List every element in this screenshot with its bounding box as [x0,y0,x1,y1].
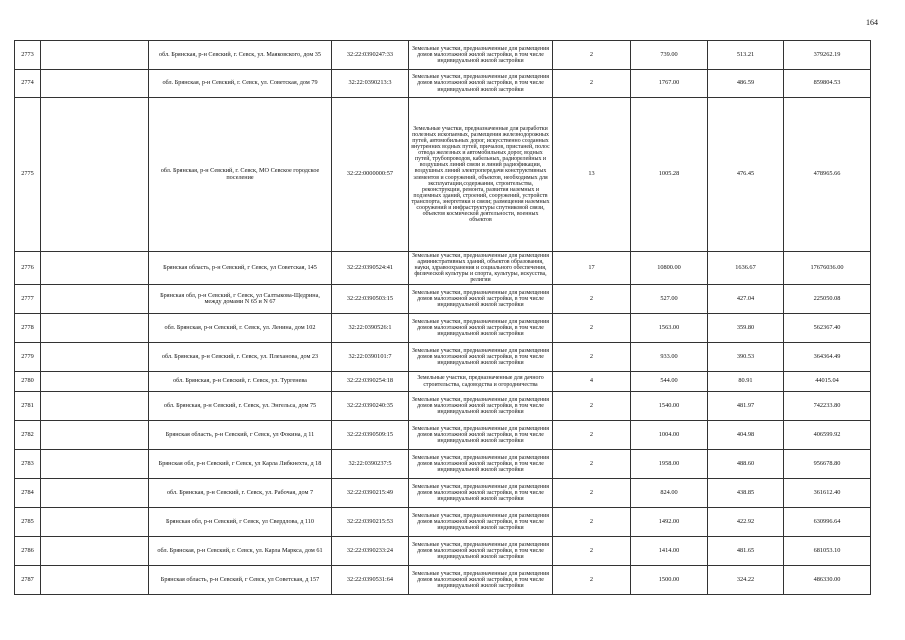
address-cell: Брянская область, р-н Севский, г Севск, ул Фокина, д 11 [149,421,332,450]
row-number-cell: 2774 [15,70,41,98]
row-number-cell: 2779 [15,343,41,372]
cadastral-number-cell: 32:22:0390531:64 [332,566,409,595]
cadastral-number-cell: 32:22:0390240:35 [332,392,409,421]
row-number-cell: 2773 [15,41,41,70]
row-number-cell: 2786 [15,537,41,566]
address-cell: обл. Брянская, р-н Севский, г. Севск, ул. Энгельса, дом 75 [149,392,332,421]
blank-cell [41,421,149,450]
specific-value-cell: 404.98 [708,421,784,450]
land-use-description-cell: Земельные участки, предназначенные для размещения домов малоэтажной жилой застройки, в том числе индивидуальной жилой застройки [409,508,553,537]
address-cell: обл. Брянская, р-н Севский, г. Севск, ул. Ленина, дом 102 [149,314,332,343]
area-cell: 1005.28 [631,98,708,252]
cadastral-number-cell: 32:22:0000000:57 [332,98,409,252]
cadastral-value-cell: 478965.66 [784,98,871,252]
specific-value-cell: 390.53 [708,343,784,372]
cadastral-value-cell: 486330.00 [784,566,871,595]
area-cell: 1414.00 [631,537,708,566]
area-cell: 933.00 [631,343,708,372]
table-row [15,392,871,421]
specific-value-cell: 486.59 [708,70,784,98]
table-row [15,372,871,392]
cadastral-number-cell: 32:22:0390213:3 [332,70,409,98]
land-use-description-cell: Земельные участки, предназначенные для размещения домов малоэтажной жилой застройки, в том числе индивидуальной жилой застройки [409,70,553,98]
table-row [15,566,871,595]
group-number-cell: 4 [553,372,631,392]
blank-cell [41,285,149,314]
table-row [15,98,871,252]
cadastral-number-cell: 32:22:0390526:1 [332,314,409,343]
address-cell: Брянская обл, р-н Севский, г Севск, ул Салтыкова-Щедрина, между домами N 65 и N 67 [149,285,332,314]
land-use-description-cell: Земельные участки, предназначенные для размещения домов малоэтажной жилой застройки, в том числе индивидуальной жилой застройки [409,314,553,343]
address-cell: Брянская область, р-н Севский, г Севск, ул Советская, 145 [149,252,332,285]
blank-cell [41,343,149,372]
specific-value-cell: 359.80 [708,314,784,343]
cadastral-number-cell: 32:22:0390233:24 [332,537,409,566]
specific-value-cell: 80.91 [708,372,784,392]
cadastral-number-cell: 32:22:0390254:18 [332,372,409,392]
group-number-cell: 2 [553,537,631,566]
blank-cell [41,566,149,595]
table-row [15,450,871,479]
table-row [15,508,871,537]
row-number-cell: 2777 [15,285,41,314]
area-cell: 1540.00 [631,392,708,421]
blank-cell [41,98,149,252]
land-use-description-cell: Земельные участки, предназначенные для размещения домов малоэтажной жилой застройки, в том числе индивидуальной жилой застройки [409,41,553,70]
cadastral-number-cell: 32:22:0390247:33 [332,41,409,70]
land-use-description-cell: Земельные участки, предназначенные для размещения домов малоэтажной жилой застройки, в том числе индивидуальной жилой застройки [409,343,553,372]
address-cell: обл. Брянская, р-н Севский, г. Севск, ул. Советская, дом 79 [149,70,332,98]
cadastral-value-cell: 361612.40 [784,479,871,508]
row-number-cell: 2776 [15,252,41,285]
cadastral-number-cell: 32:22:0390237:5 [332,450,409,479]
row-number-cell: 2775 [15,98,41,252]
group-number-cell: 2 [553,508,631,537]
specific-value-cell: 324.22 [708,566,784,595]
specific-value-cell: 422.92 [708,508,784,537]
area-cell: 10800.00 [631,252,708,285]
area-cell: 1767.00 [631,70,708,98]
land-use-description-cell: Земельные участки, предназначенные для размещения домов малоэтажной жилой застройки, в том числе индивидуальной жилой застройки [409,537,553,566]
row-number-cell: 2781 [15,392,41,421]
area-cell: 1492.00 [631,508,708,537]
group-number-cell: 13 [553,98,631,252]
group-number-cell: 2 [553,392,631,421]
group-number-cell: 17 [553,252,631,285]
land-use-description-cell: Земельные участки, предназначенные для размещения домов малоэтажной жилой застройки, в том числе индивидуальной жилой застройки [409,450,553,479]
cadastral-value-cell: 681053.10 [784,537,871,566]
cadastral-value-cell: 364364.49 [784,343,871,372]
land-use-description-cell: Земельные участки, предназначенные для размещения домов малоэтажной жилой застройки, в том числе индивидуальной жилой застройки [409,392,553,421]
row-number-cell: 2785 [15,508,41,537]
group-number-cell: 2 [553,70,631,98]
row-number-cell: 2780 [15,372,41,392]
specific-value-cell: 488.60 [708,450,784,479]
table-row [15,252,871,285]
address-cell: обл. Брянская, р-н Севский, г. Севск, ул. Маяковского, дом 35 [149,41,332,70]
specific-value-cell: 481.97 [708,392,784,421]
row-number-cell: 2778 [15,314,41,343]
specific-value-cell: 513.21 [708,41,784,70]
cadastral-number-cell: 32:22:0390101:7 [332,343,409,372]
land-use-description-cell: Земельные участки, предназначенные для размещения домов малоэтажной жилой застройки, в том числе индивидуальной жилой застройки [409,421,553,450]
specific-value-cell: 476.45 [708,98,784,252]
cadastral-value-cell: 956678.80 [784,450,871,479]
address-cell: обл. Брянская, р-н Севский, г. Севск, МО Севское городское поселение [149,98,332,252]
area-cell: 824.00 [631,479,708,508]
cadastral-value-cell: 859804.53 [784,70,871,98]
group-number-cell: 2 [553,343,631,372]
cadastral-value-cell: 44015.04 [784,372,871,392]
area-cell: 1563.00 [631,314,708,343]
blank-cell [41,314,149,343]
row-number-cell: 2783 [15,450,41,479]
table-row [15,41,871,70]
blank-cell [41,252,149,285]
cadastral-value-cell: 406599.92 [784,421,871,450]
land-use-description-cell: Земельные участки, предназначенные для дачного строительства, садоводства и огородничества [409,372,553,392]
address-cell: обл. Брянская, р-н Севский, г. Севск, ул. Рабочая, дом 7 [149,479,332,508]
cadastral-value-cell: 742233.80 [784,392,871,421]
cadastral-number-cell: 32:22:0390503:15 [332,285,409,314]
table-row [15,537,871,566]
area-cell: 1500.00 [631,566,708,595]
blank-cell [41,392,149,421]
blank-cell [41,508,149,537]
address-cell: Брянская обл, р-н Севский, г Севск, ул Свердлова, д 110 [149,508,332,537]
land-register-table [14,40,871,595]
table-row [15,343,871,372]
specific-value-cell: 481.65 [708,537,784,566]
land-use-description-cell: Земельные участки, предназначенные для размещения домов малоэтажной жилой застройки, в том числе индивидуальной жилой застройки [409,285,553,314]
cadastral-value-cell: 17676036.00 [784,252,871,285]
group-number-cell: 2 [553,421,631,450]
group-number-cell: 2 [553,479,631,508]
area-cell: 1958.00 [631,450,708,479]
address-cell: Брянская обл, р-н Севский, г Севск, ул Карла Либкнехта, д 18 [149,450,332,479]
specific-value-cell: 438.85 [708,479,784,508]
cadastral-value-cell: 630996.64 [784,508,871,537]
blank-cell [41,537,149,566]
cadastral-number-cell: 32:22:0390509:15 [332,421,409,450]
land-use-description-cell: Земельные участки, предназначенные для размещения домов малоэтажной жилой застройки, в том числе индивидуальной жилой застройки [409,566,553,595]
table-row [15,70,871,98]
area-cell: 544.00 [631,372,708,392]
group-number-cell: 2 [553,41,631,70]
area-cell: 527.00 [631,285,708,314]
row-number-cell: 2787 [15,566,41,595]
address-cell: обл. Брянская, р-н Севский, г. Севск, ул. Плеханова, дом 23 [149,343,332,372]
page-number: 164 [866,18,878,27]
address-cell: Брянская область, р-н Севский, г Севск, ул Советская, д 157 [149,566,332,595]
blank-cell [41,372,149,392]
blank-cell [41,41,149,70]
table-body [15,41,871,595]
row-number-cell: 2784 [15,479,41,508]
address-cell: обл. Брянская, р-н Севский, г. Севск, ул. Тургенева [149,372,332,392]
land-use-description-cell: Земельные участки, предназначенные для размещения административных зданий, объектов образования, науки, здравоохранения и социального обеспечения, физической культуры и спорта, культуры, искусства, религии [409,252,553,285]
cadastral-number-cell: 32:22:0390215:49 [332,479,409,508]
group-number-cell: 2 [553,285,631,314]
blank-cell [41,450,149,479]
cadastral-value-cell: 225050.08 [784,285,871,314]
cadastral-value-cell: 379262.19 [784,41,871,70]
table-row [15,421,871,450]
table-row [15,479,871,508]
blank-cell [41,479,149,508]
row-number-cell: 2782 [15,421,41,450]
cadastral-value-cell: 562367.40 [784,314,871,343]
cadastral-number-cell: 32:22:0390524:41 [332,252,409,285]
area-cell: 1004.00 [631,421,708,450]
address-cell: обл. Брянская, р-н Севский, г. Севск, ул. Карла Маркса, дом 61 [149,537,332,566]
cadastral-number-cell: 32:22:0390215:53 [332,508,409,537]
group-number-cell: 2 [553,314,631,343]
specific-value-cell: 427.04 [708,285,784,314]
blank-cell [41,70,149,98]
group-number-cell: 2 [553,566,631,595]
group-number-cell: 2 [553,450,631,479]
specific-value-cell: 1636.67 [708,252,784,285]
table-row [15,285,871,314]
land-use-description-cell: Земельные участки, предназначенные для размещения домов малоэтажной жилой застройки, в том числе индивидуальной жилой застройки [409,479,553,508]
table-row [15,314,871,343]
land-use-description-cell: Земельные участки, предназначенные для разработки полезных ископаемых, размещения железнодорожных путей, автомобильных дорог, искусственно созданных внутренних водных путей, причалов, пристаней, полос отвода железных и автомобильных дорог, водных путей, трубопроводов, кабельных, радиорелейных и воздушных линий связи и линий радиофикации, воздушных линий электропередачи конструктивных элементов и сооружений, объектов, необходимых для эксплуатации,содержания, строительства, реконструкции, ремонта, развития наземных и подземных зданий, строений, сооружений, устройств транспорта, энергетики и связи; размещения наземных сооружений и инфраструктуры спутниковой связи, объектов космической деятельности, военных объектов [409,98,553,252]
area-cell: 739.00 [631,41,708,70]
